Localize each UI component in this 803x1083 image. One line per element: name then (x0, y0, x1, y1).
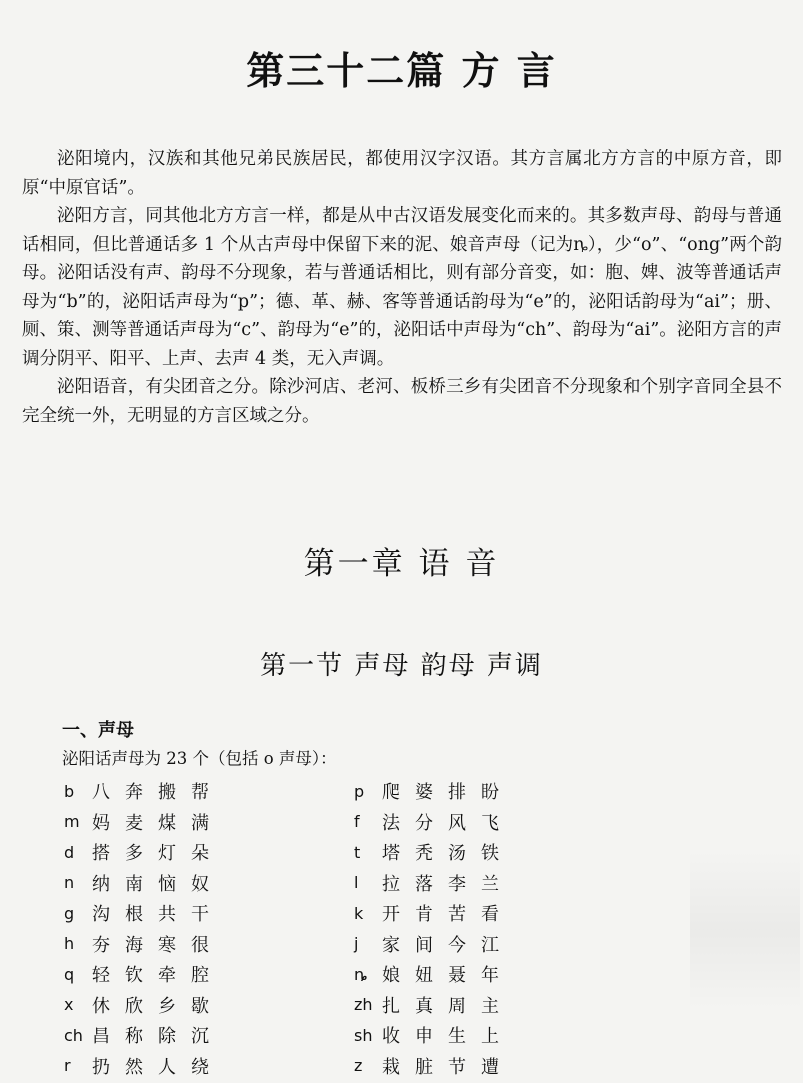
initial-row-right (354, 776, 584, 807)
page-shadow (690, 850, 800, 1010)
part-title: 第三十二篇 方 言 (246, 49, 557, 93)
example-characters: 家间今江 (382, 934, 514, 956)
paragraph: 泌阳语音，有尖团音之分。除沙河店、老河、板桥三乡有尖团音不分现象和个别字音同全县不完全统一外，无明显的方言区域之分。 (22, 377, 782, 426)
example-characters: 法分风飞 (382, 812, 514, 834)
chapter-heading: 第一章 语 音 (303, 546, 500, 582)
example-characters: 爬婆排盼 (382, 782, 514, 804)
initial-code: zh (354, 995, 373, 1015)
example-characters: 昌称除沉 (92, 1026, 224, 1048)
initial-row-right (354, 1051, 584, 1082)
initial-code: z (354, 1056, 363, 1076)
initial-code: ȵ (354, 964, 368, 984)
initial-code: l (354, 873, 359, 893)
initial-row-left (64, 929, 354, 960)
example-characters: 扎真周主 (382, 995, 514, 1017)
example-characters: 沟根共干 (92, 904, 224, 926)
paragraph: 泌阳境内，汉族和其他兄弟民族居民，都使用汉字汉语。其方言属北方方言的中原方音，即原“中原官话”。 (22, 149, 782, 198)
subsection-heading: 一、声母 (62, 720, 134, 741)
initial-code: g (64, 903, 75, 923)
example-characters: 搭多灯朵 (92, 843, 224, 865)
initial-code: f (354, 812, 360, 832)
example-characters: 栽脏节遭 (382, 1056, 514, 1078)
example-characters: 塔秃汤铁 (382, 843, 514, 865)
initial-code: j (354, 934, 359, 954)
example-characters: 拉落李兰 (382, 873, 514, 895)
example-characters: 夯海寒很 (92, 934, 224, 956)
initial-row-right (354, 1020, 584, 1051)
initial-code: n (64, 873, 75, 893)
initial-row-left (64, 776, 354, 807)
initial-row-right (354, 959, 584, 990)
initials-table (64, 776, 584, 1081)
initial-code: r (64, 1056, 71, 1076)
initial-code: d (64, 842, 75, 862)
example-characters: 开肯苦看 (382, 904, 514, 926)
initial-row-left (64, 868, 354, 899)
example-characters: 休欣乡歇 (92, 995, 224, 1017)
initial-code: k (354, 903, 364, 923)
initial-code: ch (64, 1025, 83, 1045)
initial-row-right (354, 868, 584, 899)
example-characters: 扔然人绕 (92, 1056, 224, 1078)
example-characters: 妈麦煤满 (92, 812, 224, 834)
example-characters: 八奔搬帮 (92, 782, 224, 804)
initial-row-left (64, 990, 354, 1021)
example-characters: 轻钦牵腔 (92, 965, 224, 987)
initial-row-left (64, 1020, 354, 1051)
example-characters: 收申生上 (382, 1026, 514, 1048)
initial-code: h (64, 934, 75, 954)
section-heading: 第一节 声母 韵母 声调 (260, 651, 543, 681)
lead-sentence: 泌阳话声母为 23 个（包括 o 声母）： (62, 749, 337, 768)
initial-row-right (354, 837, 584, 868)
initial-code: m (64, 812, 80, 832)
intro-text (22, 145, 782, 430)
example-characters: 娘妞聂年 (382, 965, 514, 987)
example-characters: 纳南恼奴 (92, 873, 224, 895)
initial-code: b (64, 781, 75, 801)
initial-row-left (64, 837, 354, 868)
initial-code: p (354, 781, 365, 801)
initial-row-left (64, 898, 354, 929)
initial-row-left (64, 959, 354, 990)
initial-code: sh (354, 1025, 373, 1045)
initial-row-left (64, 1051, 354, 1082)
initial-row-right (354, 807, 584, 838)
initial-row-left (64, 807, 354, 838)
initial-code: x (64, 995, 74, 1015)
initial-row-right (354, 898, 584, 929)
initial-code: q (64, 964, 75, 984)
initial-row-right (354, 929, 584, 960)
initial-row-right (354, 990, 584, 1021)
paragraph: 泌阳方言，同其他北方方言一样，都是从中古汉语发展变化而来的。其多数声母、韵母与普通话相同，但比普通话多 1 个从古声母中保留下来的泥、娘音声母（记为ȵ），少“o”、“ong”两个韵母。泌阳话没有声、韵母不分现象，若与普通话相比，则有部分音变，如：胞、婢、波等普通话声母为“b”的，泌阳话声母为“p”；德、革、赫、客等普通话韵母为“e”的，泌阳话韵母为“ai”；册、厕、策、测等普通话声母为“c”、韵母为“e”的，泌阳话中声母为“ch”、韵母为“ai”。泌阳方言的声调分阴平、阳平、上声、去声 4 类，无入声调。 (22, 206, 782, 369)
initial-code: t (354, 842, 361, 862)
